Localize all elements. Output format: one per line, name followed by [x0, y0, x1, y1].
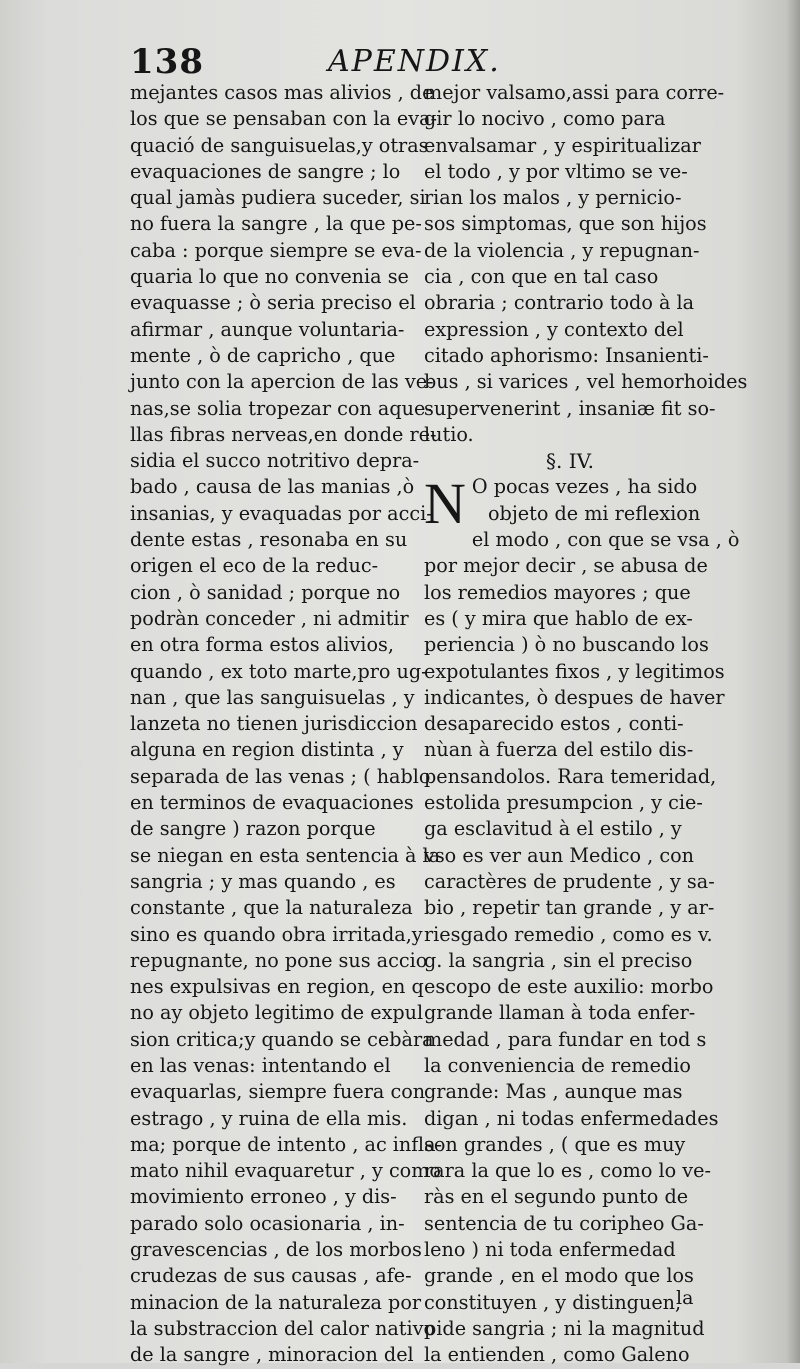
left-column-line: caba : porque siempre se eva- [130, 238, 422, 262]
right-column-top-line: supervenerint , insaniæ fit so- [424, 396, 716, 420]
left-column-line: quaria lo que no convenia se [130, 265, 409, 289]
right-column-bottom-line: leno ) ni toda enfermedad [424, 1238, 676, 1262]
right-column-top-text [424, 80, 748, 448]
section-heading: §. IV. [546, 449, 594, 474]
right-column-top-line: sos simptomas, que son hijos [424, 212, 707, 236]
left-column-line: qual jamàs pudiera suceder, si [130, 186, 426, 210]
right-column-bottom-line: el modo , con que se vsa , ò [471, 528, 740, 552]
right-column-bottom-line: digan , ni todas enfermedades [424, 1106, 719, 1130]
left-column-line: lanzeta no tienen jurisdiccion [130, 712, 418, 736]
right-column-top-line: de la violencia , y repugnan- [424, 238, 700, 262]
left-column-line: en las venas: intentando el [130, 1053, 391, 1077]
right-column-top-line: gir lo nocivo , como para [424, 107, 666, 131]
right-column-bottom-line: desaparecido estos , conti- [424, 712, 684, 736]
left-column-line: se niegan en esta sentencia à la [130, 843, 441, 867]
right-column-bottom-line: rara la que lo es , como lo ve- [424, 1159, 711, 1183]
right-column-bottom-line: objeto de mi reflexion [488, 501, 701, 525]
left-column-line: origen el eco de la reduc- [130, 554, 379, 578]
left-column-line: quando , ex toto marte,pro ug- [130, 659, 428, 683]
right-column-bottom-line: grande , en el modo que los [424, 1264, 694, 1288]
left-column-line: nan , que las sanguisuelas , y [130, 685, 415, 709]
right-column-bottom-line: g. la sangria , sin el preciso [424, 948, 693, 972]
left-column-line: minacion de la naturaleza por [130, 1290, 422, 1314]
left-column-line: no ay objeto legitimo de expul [130, 1001, 424, 1025]
right-column-bottom-line: caractères de prudente , y sa- [424, 869, 715, 893]
left-column-line: cion , ò sanidad ; porque no [130, 580, 401, 604]
left-column-line: mente , ò de capricho , que [130, 343, 396, 367]
left-column-line: ma; porque de intento , ac infla- [130, 1132, 443, 1156]
right-column-bottom-line: los remedios mayores ; que [424, 580, 691, 604]
left-column-line: mejantes casos mas alivios , de [130, 81, 434, 104]
right-column-top-line: cia , con que en tal caso [424, 265, 659, 289]
right-column-bottom-line: son grandes , ( que es muy [424, 1132, 686, 1156]
right-column-bottom-line: medad , para fundar en tod s [424, 1027, 707, 1051]
left-column-line: mato nihil evaquaretur , y como [130, 1159, 441, 1183]
right-column-bottom-line: nùan à fuerza del estilo dis- [424, 738, 694, 762]
left-column-line: quació de sanguisuelas,y otras [130, 133, 429, 157]
right-column-bottom-line: estolida presumpcion , y cie- [424, 791, 703, 815]
section-iv-paragraph [424, 471, 740, 1368]
right-column-bottom-line: expotulantes fixos , y legitimos [424, 659, 725, 683]
left-column-line: crudezas de sus causas , afe- [130, 1264, 412, 1288]
right-column-bottom-text [424, 471, 740, 1368]
right-column-top-line: el todo , y por vltimo se ve- [424, 159, 688, 183]
right-column-bottom-line: pide sangria ; ni la magnitud [424, 1316, 705, 1340]
left-column-line: bado , causa de las manias ,ò [130, 475, 415, 499]
page-edge-shadow [786, 0, 800, 1363]
right-column-bottom-line: constituyen , y distinguen, [424, 1290, 682, 1314]
left-column-line: no fuera la sangre , la que pe- [130, 212, 422, 236]
left-column-line: evaquasse ; ò seria preciso el [130, 291, 416, 315]
right-column-bottom-line: grande: Mas , aunque mas [424, 1080, 683, 1104]
left-column-line: repugnante, no pone sus accio [130, 948, 428, 972]
left-column-line: los que se pensaban con la eva- [130, 107, 438, 131]
left-column-line: junto con la apercion de las ve- [130, 370, 434, 394]
left-column-line: la substraccion del calor nativo [130, 1316, 436, 1340]
right-column-top-line: expression , y contexto del [424, 317, 684, 341]
left-column-line: separada de las venas ; ( hablo [130, 764, 431, 788]
left-column-line: evaquaciones de sangre ; lo [130, 159, 401, 183]
left-column-line: podràn conceder , ni admitir [130, 606, 409, 630]
right-column-bottom-line: ràs en el segundo punto de [424, 1185, 689, 1209]
right-column-top-line: rian los malos , y pernicio- [424, 186, 682, 210]
running-head: APENDIX. [328, 44, 501, 79]
left-column-line: de sangre ) razon porque [130, 817, 376, 841]
right-column-bottom-line: periencia ) ò no buscando los [424, 633, 709, 657]
left-column-line: insanias, y evaquadas por acci- [130, 501, 433, 525]
drop-cap-letter: N [424, 471, 466, 537]
catchword: la [676, 1287, 694, 1309]
left-column-line: nes expulsivas en region, en q [130, 975, 424, 999]
left-column-line: en otra forma estos alivios, [130, 633, 394, 657]
left-column-line: evaquarlas, siempre fuera con [130, 1080, 426, 1104]
right-column-bottom-line: pensandolos. Rara temeridad, [424, 764, 717, 788]
left-column-line: sion critica;y quando se cebàra [130, 1027, 434, 1051]
right-column-bottom-line: ga esclavitud à el estilo , y [424, 817, 682, 841]
left-column-line: sino es quando obra irritada,y [130, 922, 423, 946]
right-column-bottom-line: sentencia de tu coripheo Ga- [424, 1211, 704, 1235]
left-column-line: constante , que la naturaleza [130, 896, 413, 920]
right-column-top-line: obraria ; contrario todo à la [424, 291, 695, 315]
left-column-line: dente estas , resonaba en su [130, 528, 408, 552]
right-column-bottom-line: la entienden , como Galeno [424, 1343, 690, 1367]
left-column-line: parado solo ocasionaria , in- [130, 1211, 405, 1235]
left-column-line: llas fibras nerveas,en donde re- [130, 422, 437, 446]
right-column-top-line: lutio. [424, 422, 474, 446]
right-column-bottom-line: por mejor decir , se abusa de [424, 554, 708, 578]
page-number: 138 [130, 42, 204, 82]
right-column-bottom-line: indicantes, ò despues de haver [424, 685, 725, 709]
right-column-bottom-line: riesgado remedio , como es v. [424, 922, 713, 946]
left-column-line: gravescencias , de los morbos [130, 1238, 422, 1262]
right-column-top-line: bus , si varices , vel hemorhoides [424, 370, 748, 394]
left-column-line: sangria ; y mas quando , es [130, 869, 396, 893]
left-column-line: afirmar , aunque voluntaria- [130, 317, 405, 341]
right-column-bottom-line: escopo de este auxilio: morbo [424, 975, 714, 999]
left-column-line: movimiento erroneo , y dis- [130, 1185, 397, 1209]
left-column-line: sidia el succo notritivo depra- [130, 449, 420, 473]
right-text-column [424, 80, 748, 1369]
left-column-line: estrago , y ruina de ella mis. [130, 1106, 408, 1130]
right-column-bottom-line: la conveniencia de remedio [424, 1053, 691, 1077]
right-column-bottom-line: grande llaman à toda enfer- [424, 1001, 696, 1025]
right-column-bottom-line: vso es ver aun Medico , con [424, 843, 695, 867]
left-column-line: nas,se solia tropezar con aque- [130, 396, 432, 420]
right-column-top-line: mejor valsamo,assi para corre- [424, 81, 725, 104]
right-column-bottom-line: bio , repetir tan grande , y ar- [424, 896, 715, 920]
left-column-line: de la sangre , minoracion del [130, 1343, 414, 1367]
left-text-column [130, 80, 443, 1369]
right-column-top-line: citado aphorismo: Insanienti- [424, 343, 709, 367]
right-column-bottom-line: O pocas vezes , ha sido [471, 475, 698, 499]
right-column-top-line: envalsamar , y espiritualizar [424, 133, 701, 157]
left-column-line: en terminos de evaquaciones [130, 791, 414, 815]
left-column-line: alguna en region distinta , y [130, 738, 404, 762]
right-column-bottom-line: es ( y mira que hablo de ex- [424, 606, 693, 630]
